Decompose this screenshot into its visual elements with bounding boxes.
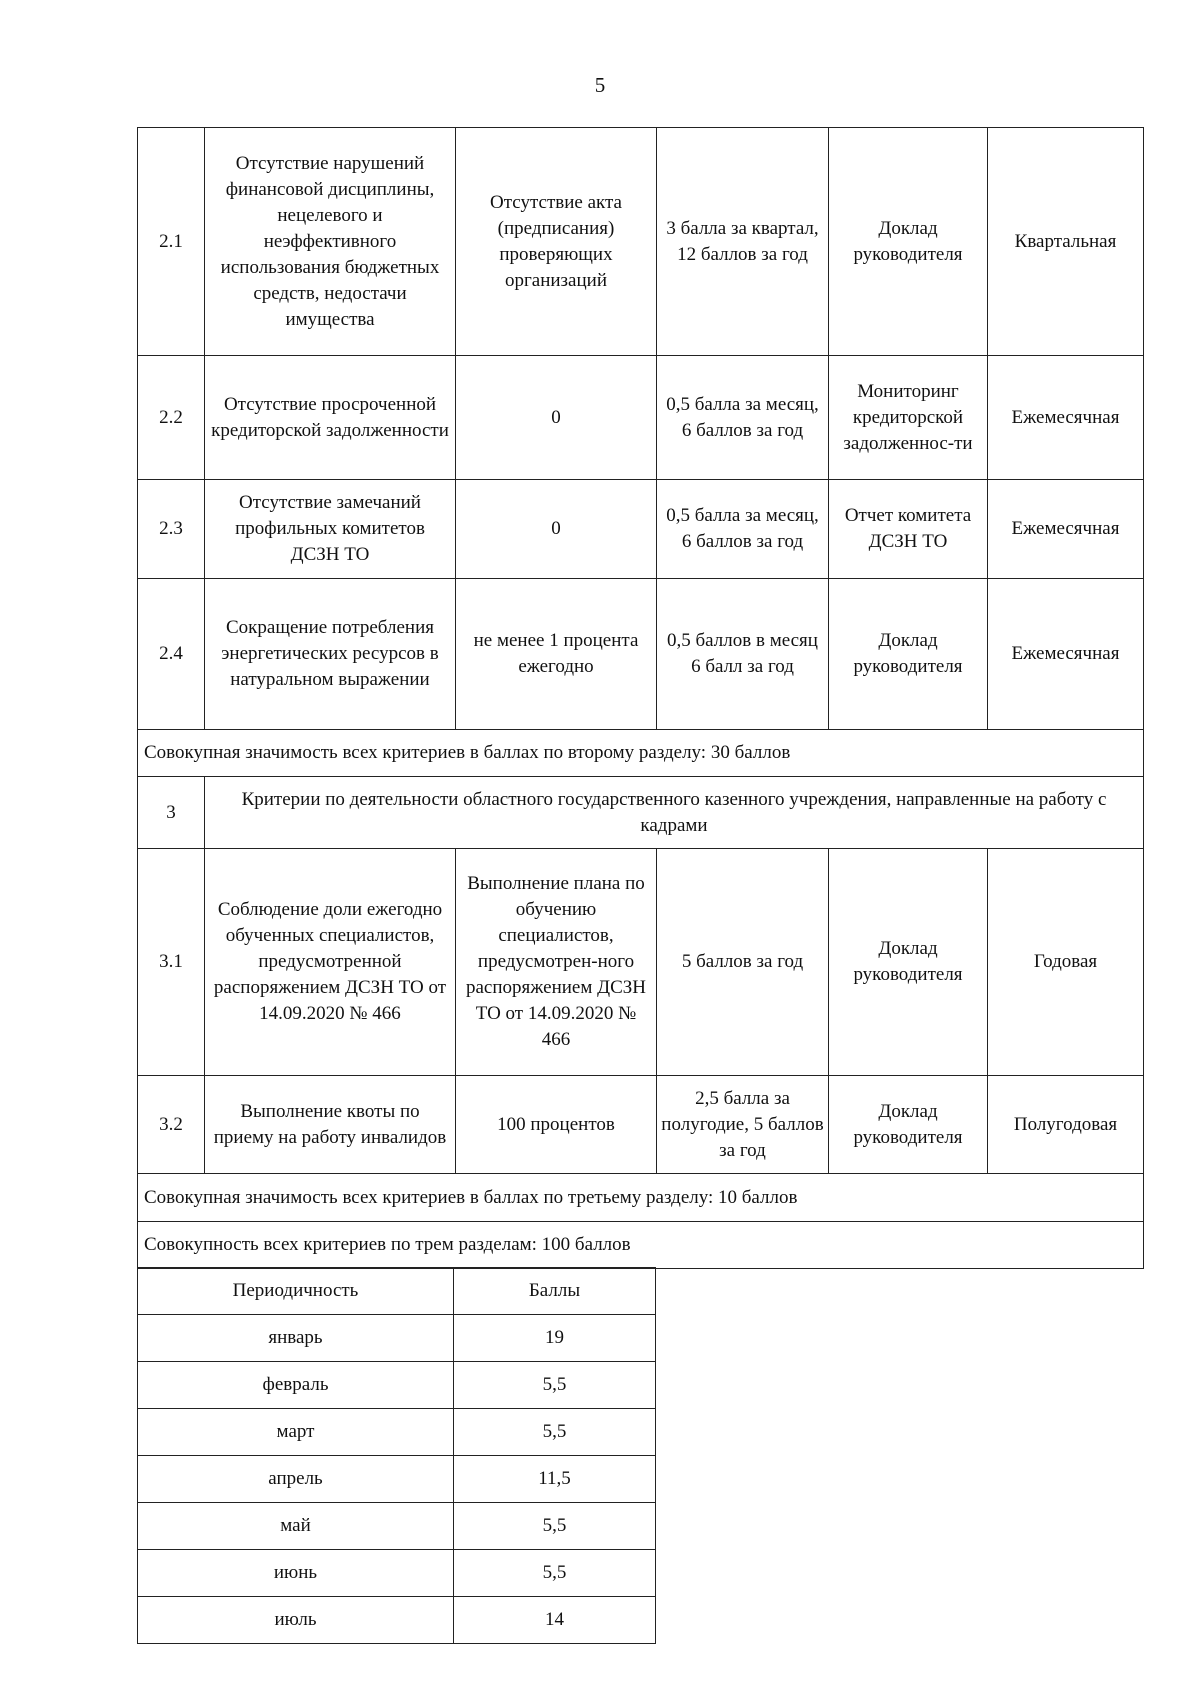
summary-row <box>138 730 1144 777</box>
table-row <box>138 1550 656 1597</box>
source-cell: Мониторинг кредиторской задолженнос-ти <box>829 356 988 480</box>
table-row <box>138 1362 656 1409</box>
points-header: Баллы <box>454 1268 656 1315</box>
source-cell: Доклад руководителя <box>829 579 988 730</box>
points-cell: 5 баллов за год <box>657 849 829 1076</box>
frequency-cell: Ежемесячная <box>988 579 1144 730</box>
summary-row <box>138 1174 1144 1222</box>
points-cell: 5,5 <box>454 1503 656 1550</box>
periodicity-table <box>137 1267 656 1644</box>
table-row <box>138 1503 656 1550</box>
criterion-cell: Отсутствие замечаний профильных комитетов ДСЗН ТО <box>205 480 456 579</box>
table-row <box>138 356 1144 480</box>
points-cell: 2,5 балла за полугодие, 5 баллов за год <box>657 1076 829 1174</box>
table-row <box>138 1076 1144 1174</box>
points-cell: 11,5 <box>454 1456 656 1503</box>
row-number: 3.2 <box>138 1076 205 1174</box>
table-row <box>138 1456 656 1503</box>
section-number: 3 <box>138 777 205 849</box>
criterion-cell: Сокращение потребления энергетических ресурсов в натуральном выражении <box>205 579 456 730</box>
month-cell: июнь <box>138 1550 454 1597</box>
section-2-summary: Совокупная значимость всех критериев в баллах по второму разделу: 30 баллов <box>138 730 1144 777</box>
row-number: 2.1 <box>138 128 205 356</box>
table-row <box>138 1315 656 1362</box>
table-row <box>138 128 1144 356</box>
points-cell: 5,5 <box>454 1409 656 1456</box>
source-cell: Доклад руководителя <box>829 128 988 356</box>
month-cell: февраль <box>138 1362 454 1409</box>
points-cell: 5,5 <box>454 1362 656 1409</box>
criterion-cell: Выполнение квоты по приему на работу инвалидов <box>205 1076 456 1174</box>
frequency-cell: Ежемесячная <box>988 480 1144 579</box>
table-row <box>138 1409 656 1456</box>
table-header-row <box>138 1268 656 1315</box>
table-row <box>138 480 1144 579</box>
total-summary: Совокупность всех критериев по трем разделам: 100 баллов <box>138 1222 1144 1269</box>
month-cell: январь <box>138 1315 454 1362</box>
value-cell: 100 процентов <box>456 1076 657 1174</box>
value-cell: не менее 1 процента ежегодно <box>456 579 657 730</box>
value-cell: Выполнение плана по обучению специалистов, предусмотрен-ного распоряжением ДСЗН ТО от 14.09.2020 № 466 <box>456 849 657 1076</box>
frequency-cell: Полугодовая <box>988 1076 1144 1174</box>
frequency-cell: Годовая <box>988 849 1144 1076</box>
points-cell: 0,5 балла за месяц, 6 баллов за год <box>657 356 829 480</box>
criterion-cell: Отсутствие просроченной кредиторской задолженности <box>205 356 456 480</box>
points-cell: 14 <box>454 1597 656 1644</box>
points-cell: 5,5 <box>454 1550 656 1597</box>
section-3-summary: Совокупная значимость всех критериев в баллах по третьему разделу: 10 баллов <box>138 1174 1144 1222</box>
section-header-row <box>138 777 1144 849</box>
points-cell: 19 <box>454 1315 656 1362</box>
table-row <box>138 579 1144 730</box>
value-cell: Отсутствие акта (предписания) проверяющих организаций <box>456 128 657 356</box>
month-cell: март <box>138 1409 454 1456</box>
row-number: 3.1 <box>138 849 205 1076</box>
points-cell: 0,5 балла за месяц, 6 баллов за год <box>657 480 829 579</box>
criteria-table <box>137 127 1144 1269</box>
table-row <box>138 849 1144 1076</box>
criterion-cell: Соблюдение доли ежегодно обученных специалистов, предусмотренной распоряжением ДСЗН ТО от 14.09.2020 № 466 <box>205 849 456 1076</box>
value-cell: 0 <box>456 356 657 480</box>
row-number: 2.2 <box>138 356 205 480</box>
month-cell: май <box>138 1503 454 1550</box>
summary-row <box>138 1222 1144 1269</box>
section-title: Критерии по деятельности областного государственного казенного учреждения, направленные на работу с кадрами <box>205 777 1144 849</box>
source-cell: Отчет комитета ДСЗН ТО <box>829 480 988 579</box>
value-cell: 0 <box>456 480 657 579</box>
points-cell: 0,5 баллов в месяц 6 балл за год <box>657 579 829 730</box>
row-number: 2.4 <box>138 579 205 730</box>
periodicity-header: Периодичность <box>138 1268 454 1315</box>
month-cell: июль <box>138 1597 454 1644</box>
table-row <box>138 1597 656 1644</box>
source-cell: Доклад руководителя <box>829 849 988 1076</box>
criterion-cell: Отсутствие нарушений финансовой дисциплины, нецелевого и неэффективного использования бюджетных средств, недостачи имущества <box>205 128 456 356</box>
month-cell: апрель <box>138 1456 454 1503</box>
frequency-cell: Ежемесячная <box>988 356 1144 480</box>
points-cell: 3 балла за квартал, 12 баллов за год <box>657 128 829 356</box>
row-number: 2.3 <box>138 480 205 579</box>
page-number: 5 <box>594 73 606 97</box>
source-cell: Доклад руководителя <box>829 1076 988 1174</box>
frequency-cell: Квартальная <box>988 128 1144 356</box>
